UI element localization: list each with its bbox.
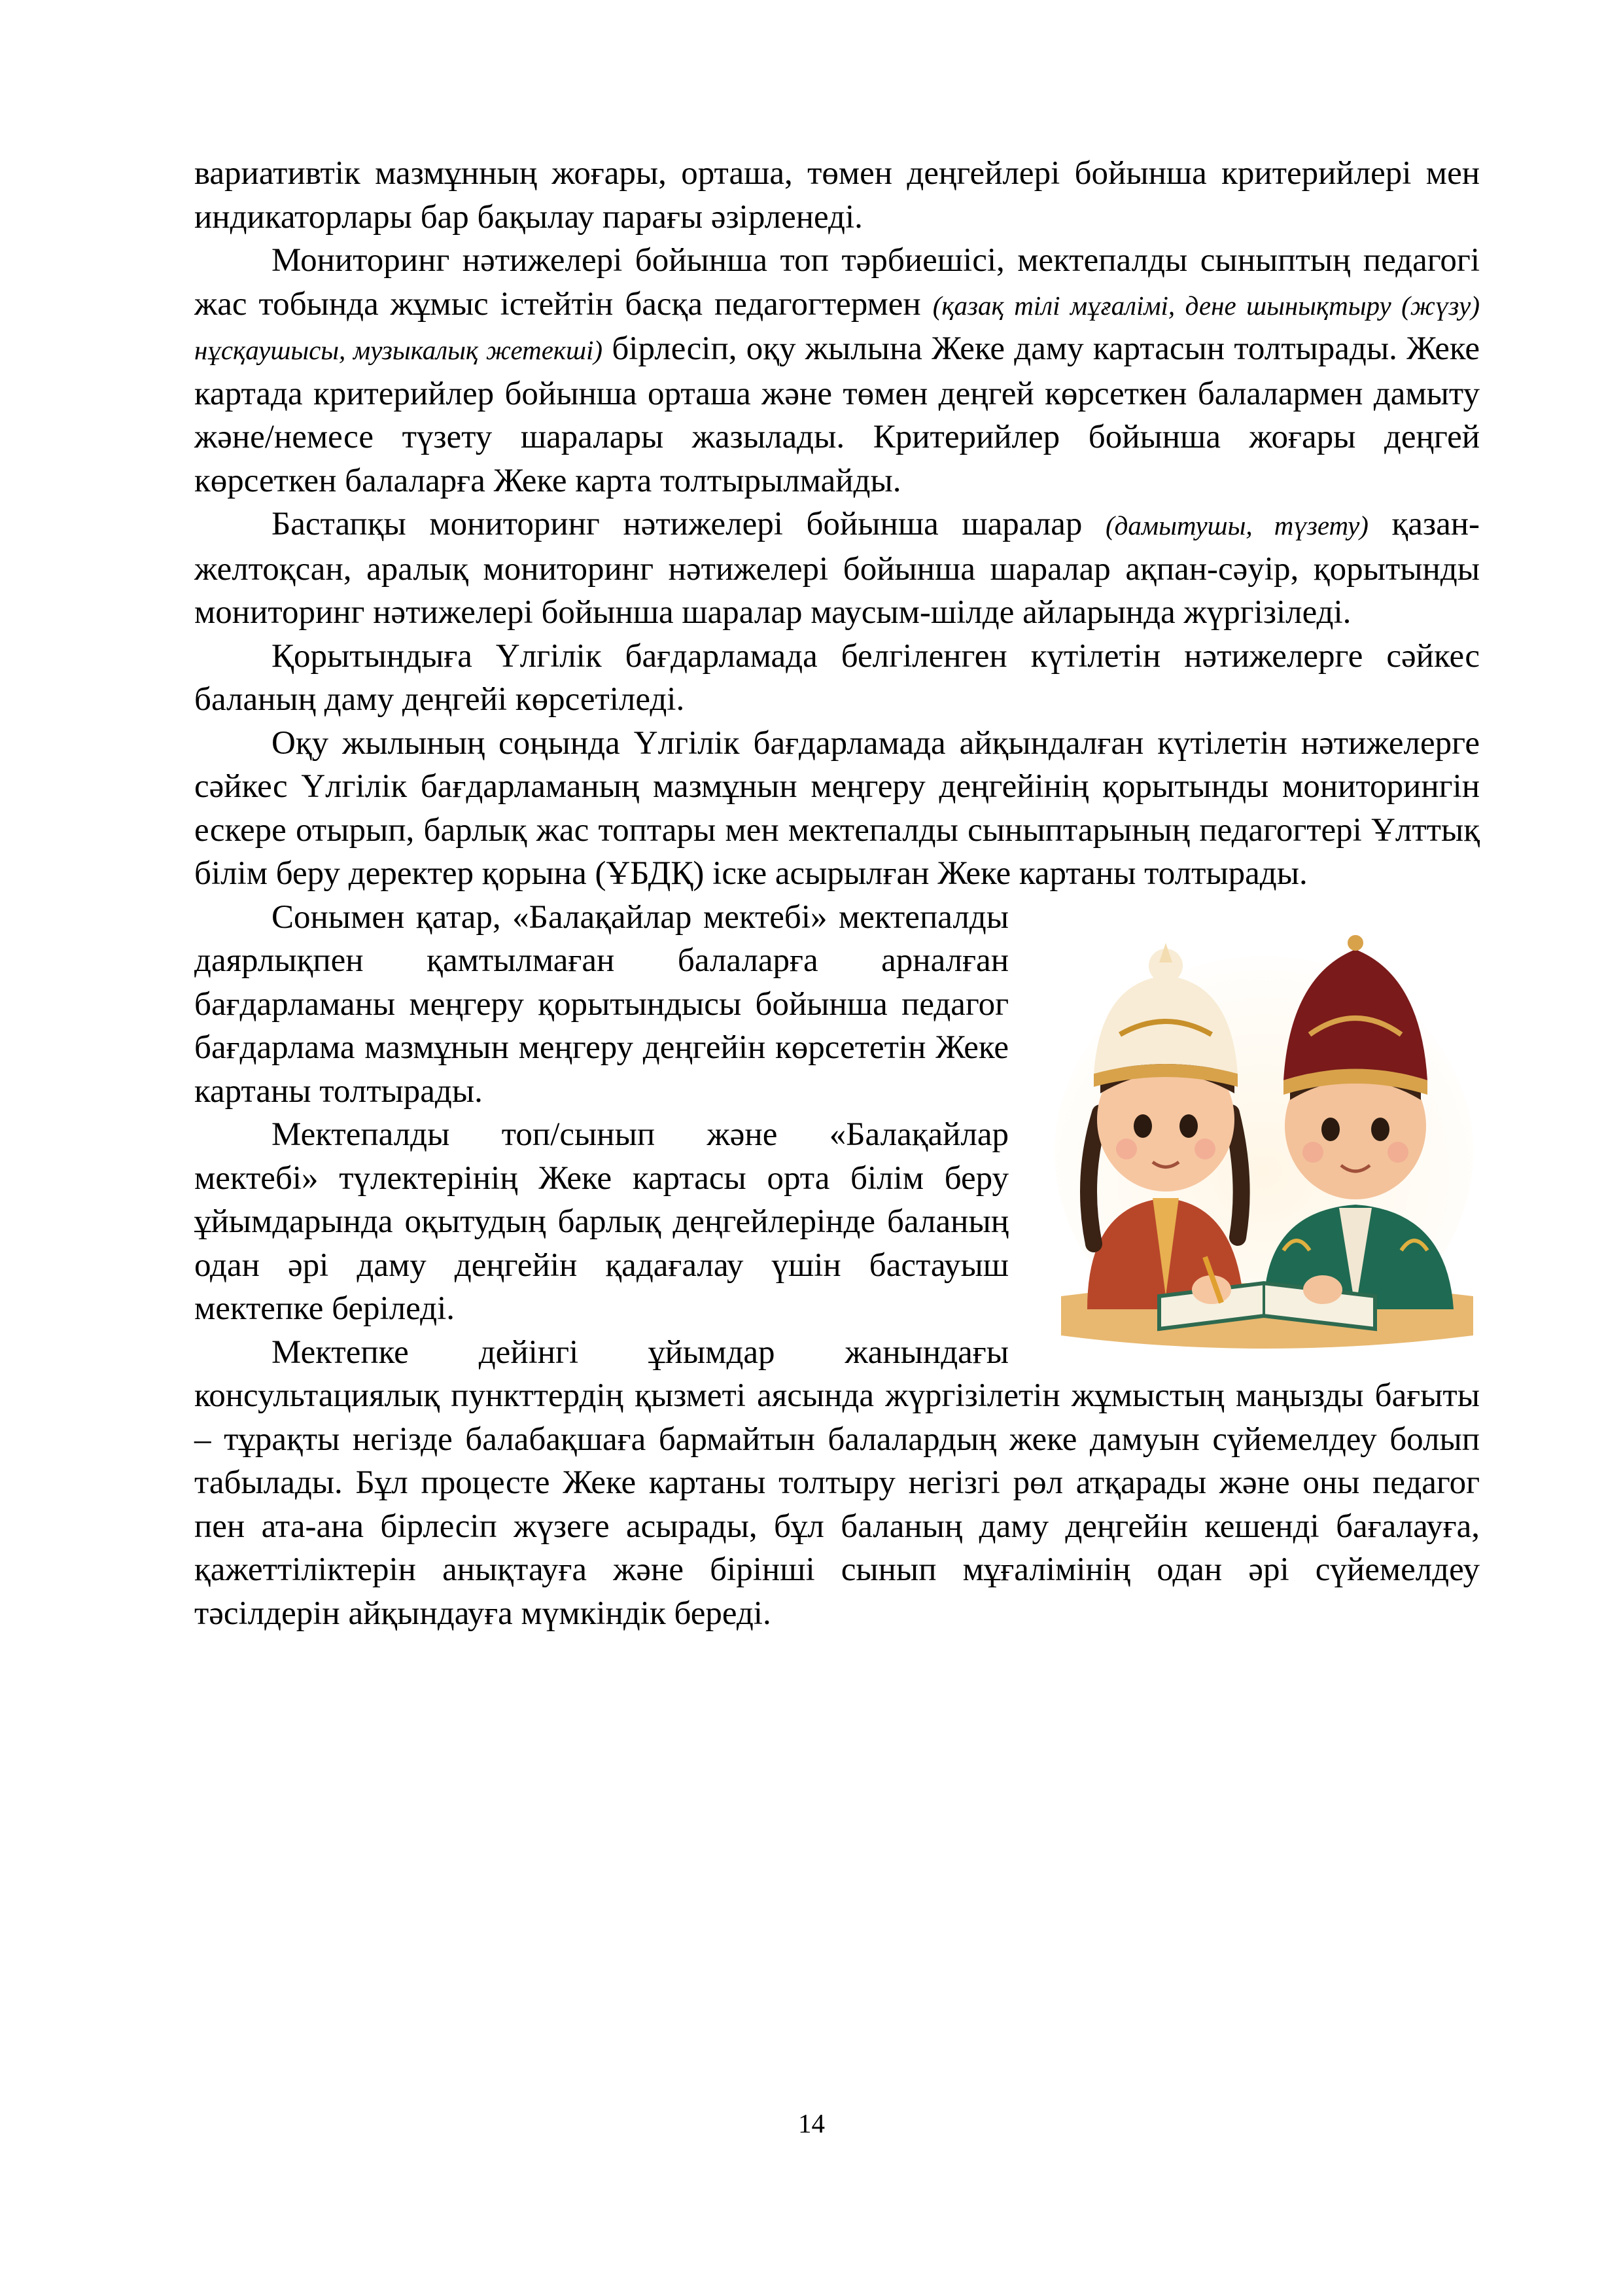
- text-run: Мониторинг нәтижелері бойынша топ тәрбиешісі, мектепалды сыныптың педагогі жас тобында жұмыс істейтін басқа педагогтермен: [194, 242, 1480, 323]
- italic-note: (қазақ тілі мұғалімі, дене шынықтыру (жүзу) нұсқаушысы, музыкалық жетекші): [194, 290, 1480, 365]
- italic-note: (дамытушы, түзету): [1106, 510, 1369, 540]
- illustration-children-reading: [1048, 904, 1480, 1355]
- paragraph-initial-monitoring: [194, 503, 1480, 635]
- paragraph-balakailar: Сонымен қатар, «Балақайлар мектебі» мектепалды даярлықпен қамтылмаған балаларға арналған бағдарламаны меңгеру қорытындысы бойынша педагог бағдарлама мазмұнын меңгеру деңгейін көрсететін Жеке картаны толтырады.: [194, 898, 1009, 1110]
- body-text: [194, 152, 1480, 1635]
- paragraph-graduates-card: Мектепалды топ/сынып және «Балақайлар мектебі» түлектерінің Жеке картасы орта білім беру ұйымдарында оқытудың барлық деңгейлерінде баланың одан әрі даму деңгейін қадағалау үшін бастауыш мектепке беріледі.: [194, 1116, 1009, 1327]
- paragraph-consultation-points: Мектепке дейінгі ұйымдар жанындағы консультациялық пункттердің қызметі аясында жүргізілетін жұмыстың маңызды бағыты – тұрақты негізде балабақшаға бармайтын балалардың жеке дамуын сүйемелдеу болып табылады. Бұл процесте Жеке картаны толтыру негізгі рөл атқарады және оны педагог пен ата-ана бірлесіп жүзеге асырады, бұл баланың даму деңгейін кешенді бағалауға, қажеттіліктерін анықтауға және бірінші сынып мұғалімінің одан әрі сүйемелдеу тәсілдерін айқындауға мүмкіндік береді.: [194, 1333, 1480, 1632]
- paragraph-monitoring-results: [194, 239, 1480, 503]
- paragraph-continuation: вариативтік мазмұнның жоғары, орташа, төмен деңгейлері бойынша критерийлері мен индикаторлары бар бақылау парағы әзірленеді.: [194, 155, 1480, 236]
- text-run: қазан-желтоқсан, аралық мониторинг нәтижелері бойынша шаралар ақпан-сәуір, қорытынды мониторинг нәтижелері бойынша шаралар маусым-шілде айларында жүргізіледі.: [194, 506, 1480, 631]
- paragraph-conclusion: Қорытындыға Үлгілік бағдарламада белгіленген күтілетін нәтижелерге сәйкес баланың даму деңгейі көрсетіледі.: [194, 637, 1480, 718]
- text-run: Бастапқы мониторинг нәтижелері бойынша шаралар: [271, 506, 1106, 542]
- children-illustration-image: [1048, 904, 1480, 1355]
- text-run: бірлесіп, оқу жылына Жеке даму картасын толтырады. Жеке картада критерийлер бойынша орташа және төмен деңгей көрсеткен балалармен дамыту және/немесе түзету шаралары жазылады. Критерийлер бойынша жоғары деңгей көрсеткен балаларға Жеке карта толтырылмайды.: [194, 330, 1480, 499]
- paragraph-end-of-year: Оқу жылының соңында Үлгілік бағдарламада айқындалған күтілетін нәтижелерге сәйкес Үлгілік бағдарламаның мазмұнын меңгеру деңгейінің қорытынды мониторингін ескере отырып, барлық жас топтары мен мектепалды сыныптарының педагогтері Ұлттық білім беру деректер қорына (ҰБДҚ) іске асырылған Жеке картаны толтырады.: [194, 724, 1480, 892]
- page-number: 14: [798, 2108, 825, 2138]
